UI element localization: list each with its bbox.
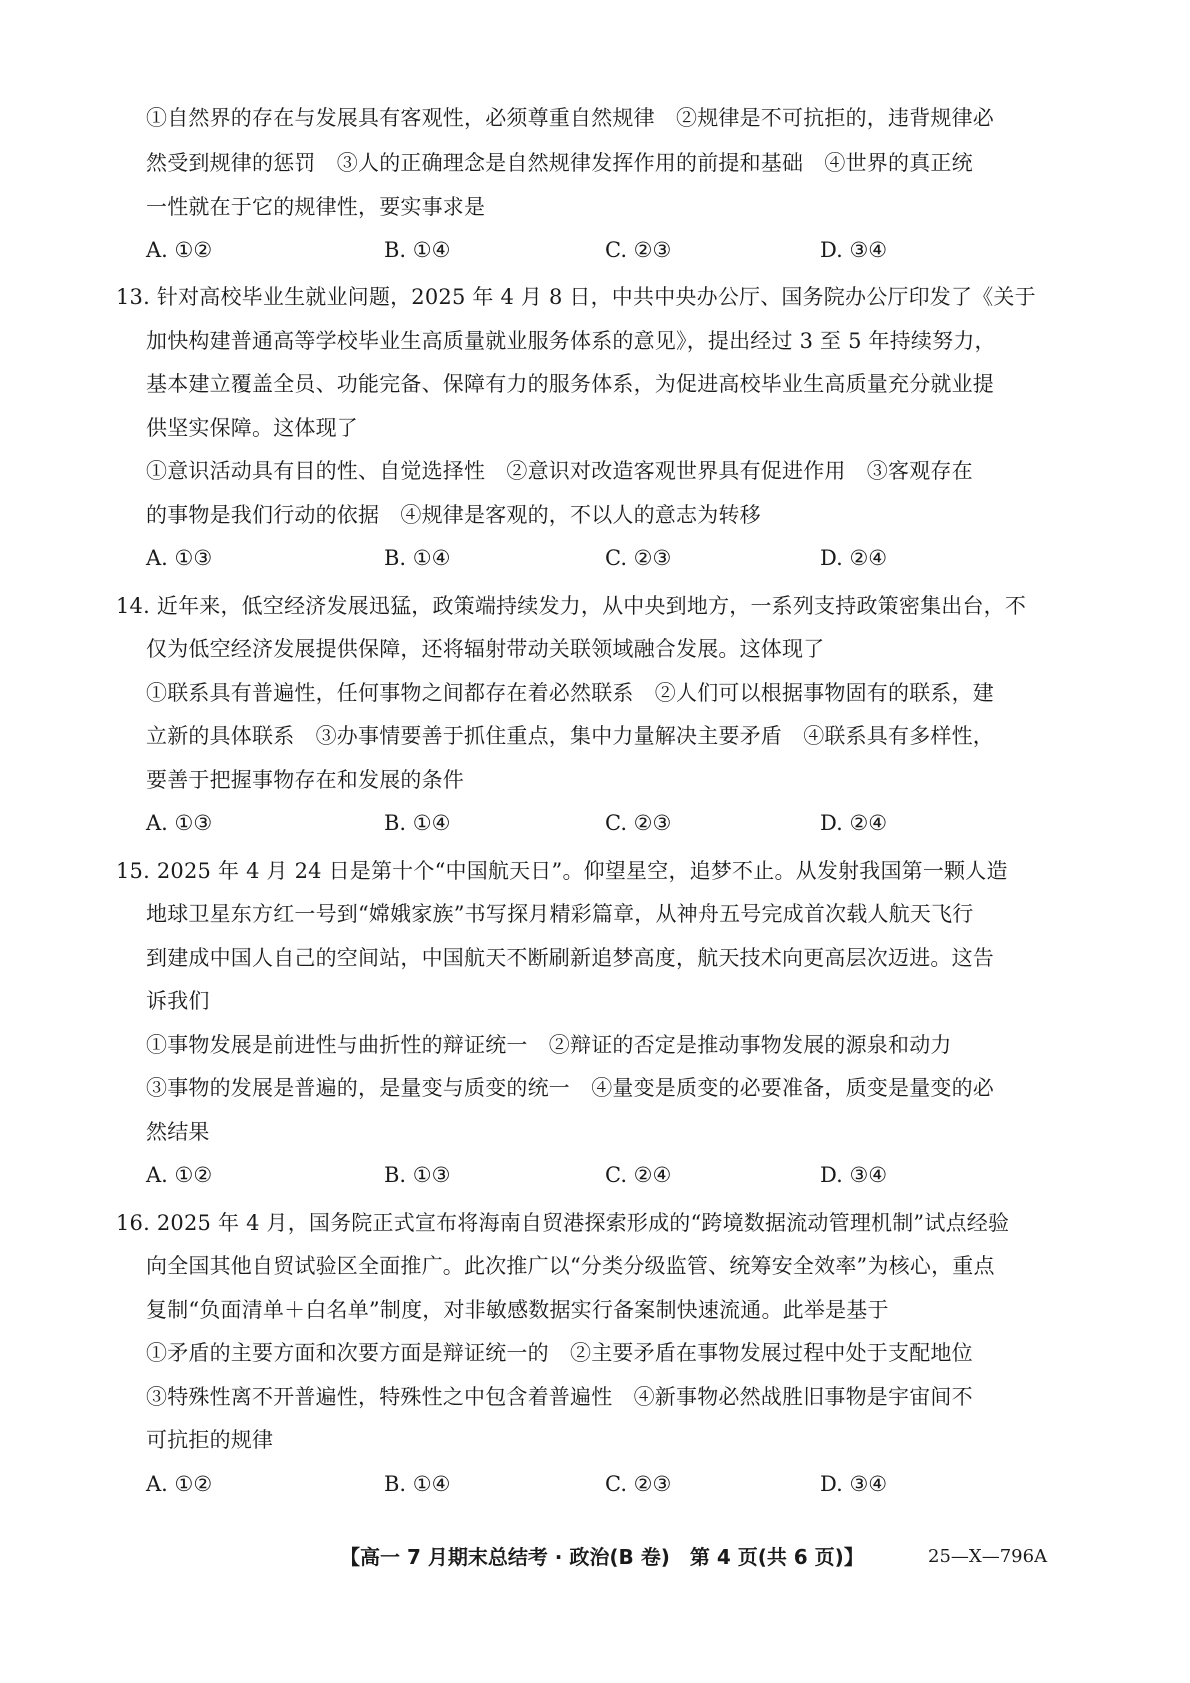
- q16-option-b: B. ①④: [384, 1472, 451, 1496]
- q13-option-d: D. ②④: [820, 546, 888, 570]
- q16-statement-line-2: ③特殊性离不开普遍性，特殊性之中包含着普遍性 ④新事物必然战胜旧事物是宇宙间不: [146, 1385, 973, 1409]
- footer-exam-code: 25—X—796A: [928, 1546, 1048, 1567]
- q16-stem-line-2: 向全国其他自贸试验区全面推广。此次推广以“分类分级监管、统筹安全效率”为核心，重点: [146, 1254, 995, 1278]
- q15-stem-line-1: 15. 2025 年 4 月 24 日是第十个“中国航天日”。仰望星空，追梦不止。从发射我国第一颗人造: [116, 859, 1008, 883]
- q14-stem-line-1: 14. 近年来，低空经济发展迅猛，政策端持续发力，从中央到地方，一系列支持政策密集出台，不: [116, 594, 1027, 618]
- q13-stem-line-2: 加快构建普通高等学校毕业生高质量就业服务体系的意见》，提出经过 3 至 5 年持续努力，: [146, 329, 996, 353]
- q15-statement-line-2: ③事物的发展是普遍的，是量变与质变的统一 ④量变是质变的必要准备，质变是量变的必: [146, 1076, 994, 1100]
- q15-stem-line-2: 地球卫星东方红一号到“嫦娥家族”书写探月精彩篇章，从神舟五号完成首次载人航天飞行: [146, 902, 974, 926]
- q13-stem-line-4: 供坚实保障。这体现了: [146, 416, 358, 440]
- page-footer: [0, 1542, 1190, 1576]
- q14-option-a: A. ①③: [146, 811, 213, 835]
- q16-option-c: C. ②③: [605, 1472, 672, 1496]
- q15-option-b: B. ①③: [384, 1163, 451, 1187]
- q15-stem-line-4: 诉我们: [146, 989, 210, 1013]
- footer-exam-title: 【高一 7 月期末总结考 · 政治(B 卷) 第 4 页(共 6 页)】: [340, 1545, 864, 1569]
- q16-stem-line-3: 复制“负面清单＋白名单”制度，对非敏感数据实行备案制快速流通。此举是基于: [146, 1298, 889, 1322]
- q14-option-d: D. ②④: [820, 811, 888, 835]
- q16-statement-line-3: 可抗拒的规律: [146, 1428, 274, 1452]
- q13-option-c: C. ②③: [605, 546, 672, 570]
- q13-stem-line-1: 13. 针对高校毕业生就业问题，2025 年 4 月 8 日，中共中央办公厅、国务院办公厅印发了《关于: [116, 285, 1036, 309]
- q12-option-c: C. ②③: [605, 238, 672, 262]
- q12-statement-line-1: ①自然界的存在与发展具有客观性，必须尊重自然规律 ②规律是不可抗拒的，违背规律必: [146, 106, 994, 130]
- q15-statement-line-3: 然结果: [146, 1120, 210, 1144]
- q13-statement-line-2: 的事物是我们行动的依据 ④规律是客观的，不以人的意志为转移: [146, 503, 761, 527]
- q12-statement-line-3: 一性就在于它的规律性，要实事求是: [146, 195, 486, 219]
- q16-stem-line-1: 16. 2025 年 4 月，国务院正式宣布将海南自贸港探索形成的“跨境数据流动管理机制”试点经验: [116, 1211, 1010, 1235]
- q13-option-a: A. ①③: [146, 546, 213, 570]
- q15-option-a: A. ①②: [146, 1163, 213, 1187]
- q12-option-b: B. ①④: [384, 238, 451, 262]
- q14-statement-line-1: ①联系具有普遍性，任何事物之间都存在着必然联系 ②人们可以根据事物固有的联系，建: [146, 681, 994, 705]
- q13-option-b: B. ①④: [384, 546, 451, 570]
- q16-statement-line-1: ①矛盾的主要方面和次要方面是辩证统一的 ②主要矛盾在事物发展过程中处于支配地位: [146, 1341, 973, 1365]
- q13-stem-line-3: 基本建立覆盖全员、功能完备、保障有力的服务体系，为促进高校毕业生高质量充分就业提: [146, 372, 994, 396]
- q14-option-b: B. ①④: [384, 811, 451, 835]
- q15-stem-line-3: 到建成中国人自己的空间站，中国航天不断刷新追梦高度，航天技术向更高层次迈进。这告: [146, 946, 994, 970]
- q14-stem-line-2: 仅为低空经济发展提供保障，还将辐射带动关联领域融合发展。这体现了: [146, 637, 825, 661]
- q13-statement-line-1: ①意识活动具有目的性、自觉选择性 ②意识对改造客观世界具有促进作用 ③客观存在: [146, 459, 973, 483]
- q12-option-d: D. ③④: [820, 238, 888, 262]
- q12-statement-line-2: 然受到规律的惩罚 ③人的正确理念是自然规律发挥作用的前提和基础 ④世界的真正统: [146, 151, 973, 175]
- q15-option-c: C. ②④: [605, 1163, 672, 1187]
- q14-option-c: C. ②③: [605, 811, 672, 835]
- q15-option-d: D. ③④: [820, 1163, 888, 1187]
- q16-option-d: D. ③④: [820, 1472, 888, 1496]
- q16-option-a: A. ①②: [146, 1472, 213, 1496]
- q14-statement-line-2: 立新的具体联系 ③办事情要善于抓住重点，集中力量解决主要矛盾 ④联系具有多样性，: [146, 724, 994, 748]
- q14-statement-line-3: 要善于把握事物存在和发展的条件: [146, 768, 464, 792]
- q12-option-a: A. ①②: [146, 238, 213, 262]
- q15-statement-line-1: ①事物发展是前进性与曲折性的辩证统一 ②辩证的否定是推动事物发展的源泉和动力: [146, 1033, 952, 1057]
